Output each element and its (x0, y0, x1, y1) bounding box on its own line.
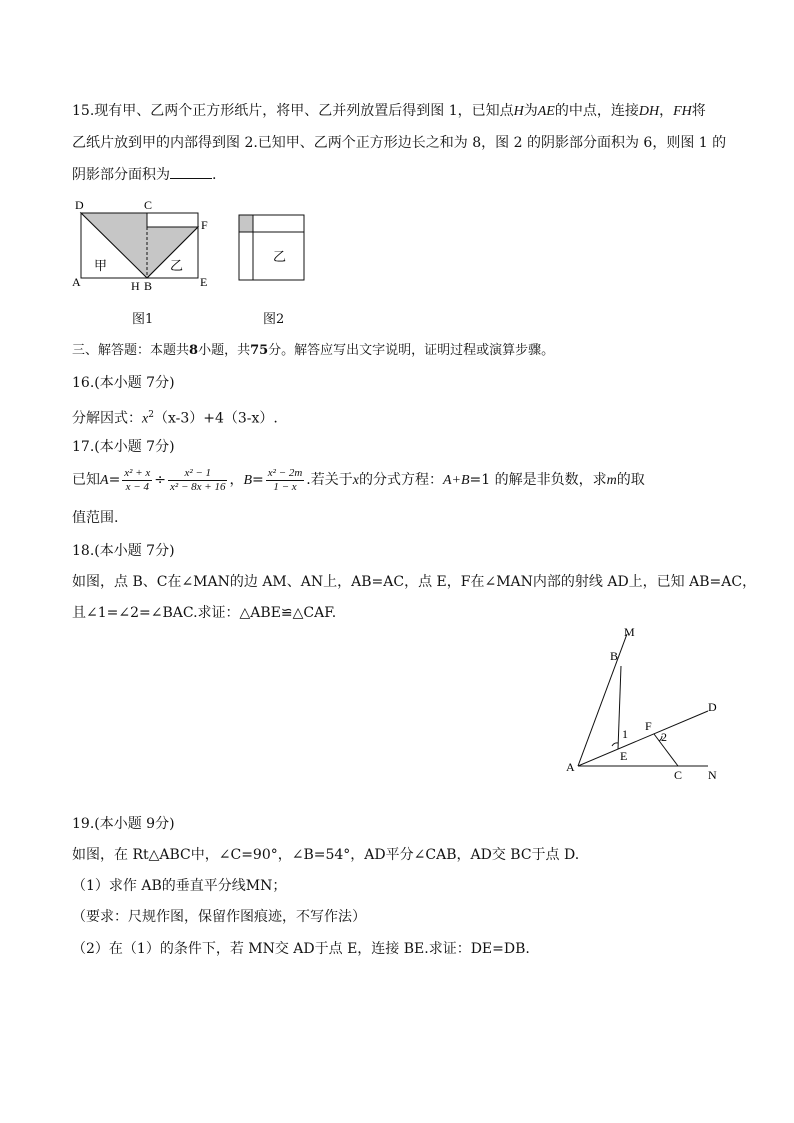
denominator: x² − 8x + 16 (170, 480, 226, 493)
text: 75 (250, 343, 269, 358)
label-e: E (200, 275, 208, 289)
q15-line-3 (72, 165, 216, 184)
text: 三、解答题：本题共 (72, 343, 190, 358)
var-fh: FH (673, 104, 692, 119)
q19-line-3: （要求：尺规作图，保留作图痕迹，不写作法） (72, 909, 366, 925)
text: 已知 (72, 472, 100, 488)
text: 的中点，连接 (554, 103, 639, 119)
figure-1 (68, 194, 218, 294)
q15-line-1 (72, 102, 706, 121)
label-1: 1 (622, 727, 628, 741)
section-3-heading (72, 342, 554, 360)
answer-blank (170, 165, 212, 179)
numerator: x² − 1 (168, 467, 227, 481)
q19-line-1: 如图，在 Rt△ABC中，∠C=90°，∠B=54°，AD平分∠CAB，AD交 BC于点 D. (72, 847, 580, 863)
label-yi: 乙 (170, 258, 184, 273)
fig2-label-yi: 乙 (273, 249, 287, 264)
text: ÷ (154, 472, 167, 488)
label-d: D (708, 700, 717, 714)
q18-line-1: 如图，点 B、C在∠MAN的边 AM、AN上，AB=AC，点 E，F在∠MAN内部的射线 AD上，已知 AB=AC， (72, 574, 757, 590)
label-m: M (624, 625, 635, 639)
var-a: A (100, 473, 109, 488)
figure-2 (236, 212, 308, 284)
q16-header: 16.(本小题 7分) (72, 375, 175, 391)
q17-body-line-1 (72, 465, 645, 496)
text: 8 (189, 343, 199, 358)
numerator: x² − 2m (267, 466, 303, 479)
text: ， (229, 472, 244, 488)
label-f: F (201, 218, 208, 232)
label-e: E (620, 749, 628, 763)
label-c: C (144, 198, 153, 212)
text: = (108, 472, 121, 488)
var-b: B (243, 473, 253, 488)
var-ae: AE (537, 104, 555, 119)
denominator: 1 − x (273, 480, 297, 493)
q19-header: 19.(本小题 9分) (72, 816, 175, 832)
var-x: x (142, 411, 149, 427)
text: 15.现有甲、乙两个正方形纸片，将甲、乙并列放置后得到图 1，已知点 (72, 103, 514, 119)
text: （x-3）+4（3-x）. (153, 410, 278, 427)
text: ， (659, 103, 674, 119)
var-h: H (513, 104, 524, 119)
q18-header: 18.(本小题 7分) (72, 543, 175, 559)
text: 阴影部分面积为 (72, 167, 170, 183)
ray-ad (578, 711, 708, 766)
angle-1-arc (612, 743, 618, 746)
numerator: x² + x (124, 466, 151, 479)
text: . (212, 167, 217, 183)
label-b: B (144, 279, 153, 293)
q16-body (72, 406, 278, 429)
var-m: m (606, 473, 617, 488)
fig2-shaded-region (239, 215, 253, 232)
q17-header: 17.(本小题 7分) (72, 439, 175, 455)
text: 的分式方程： (358, 472, 443, 488)
label-h: H (131, 279, 140, 293)
label-a: A (72, 275, 81, 289)
label-d: D (75, 198, 84, 212)
var-x: x (352, 473, 359, 488)
exponent: 2 (148, 410, 154, 420)
q19-line-2: （1）求作 AB的垂直平分线MN； (72, 878, 287, 894)
label-n: N (708, 768, 717, 782)
label-f: F (645, 719, 652, 733)
q18-line-2: 且∠1=∠2=∠BAC.求证：△ABE≌△CAF. (72, 605, 337, 621)
q18-figure (560, 620, 740, 790)
var-dh: DH (638, 104, 660, 119)
text: 小题，共 (198, 343, 251, 358)
label-a: A (566, 760, 575, 774)
q15-line-2: 乙纸片放到甲的内部得到图 2.已知甲、乙两个正方形边长之和为 8，图 2 的阴影部分面积为 6，则图 1 的 (72, 135, 727, 151)
fig2-caption: 图2 (263, 312, 285, 327)
var-a-plus-b: A+B (442, 473, 470, 488)
label-2: 2 (661, 730, 667, 744)
text: = (252, 472, 264, 488)
q19-line-4: （2）在（1）的条件下，若 MN交 AD于点 E，连接 BE.求证：DE=DB. (72, 941, 530, 957)
label-jia: 甲 (94, 258, 108, 273)
text: 为 (523, 103, 538, 119)
label-b: B (610, 649, 619, 663)
fraction-3 (266, 467, 305, 494)
fig1-caption: 图1 (132, 312, 154, 327)
text: .若关于 (306, 472, 353, 488)
text: 分。解答应写出文字说明，证明过程或演算步骤。 (268, 343, 555, 358)
text: =1 的解是非负数，求 (469, 472, 607, 488)
label-c: C (674, 768, 683, 782)
text: 将 (691, 103, 706, 119)
segment-be (618, 666, 621, 749)
fraction-1 (122, 467, 152, 494)
text: 的取 (616, 472, 645, 488)
denominator: x − 4 (125, 480, 149, 493)
text: 分解因式： (72, 410, 142, 427)
q17-body-line-2: 值范围. (72, 510, 119, 526)
fraction-2 (168, 467, 227, 494)
